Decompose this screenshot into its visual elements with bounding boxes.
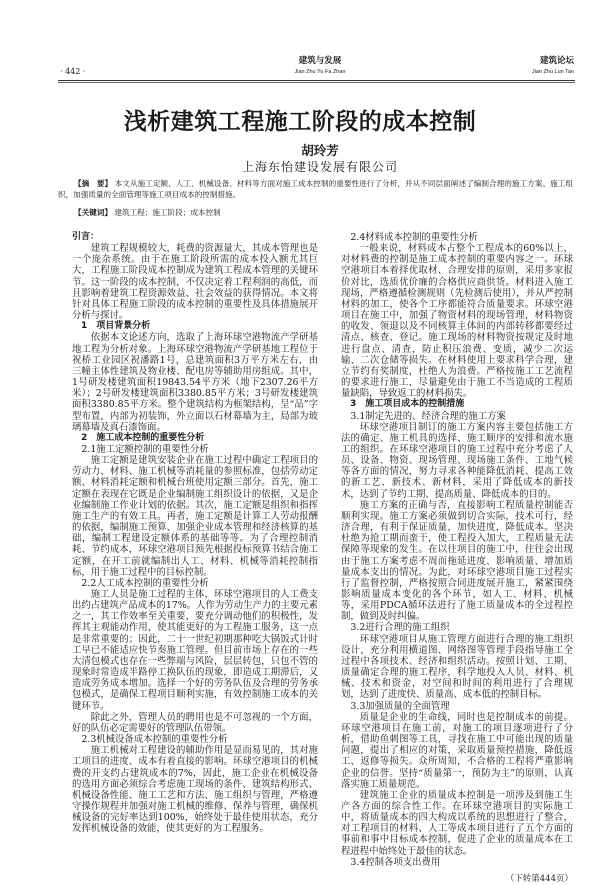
journal-title <box>240 54 400 75</box>
paragraph: 建筑施工企业的质量成本控制是一项涉及到施工生产各方面的综合性工作。在环球空港项目的实际施工中，将质量成本的四大构成以系统的思想进行了整合，对工程项目的材料、人工等成本项目进行了五个方面的事前和事中目标成本控制，促进了企业的质量成本在工程进程中始终处于最佳的状态。 <box>341 789 573 857</box>
abstract-label: 【摘 要】 <box>74 179 113 188</box>
journal-title-cn: 建筑与发展 <box>298 56 342 66</box>
subsection-heading: 3.1制定先进的、经济合理的施工方案 <box>350 410 506 422</box>
section-heading: 引言： <box>72 232 100 242</box>
keywords-text: 建筑工程；施工阶段；成本控制 <box>114 208 221 217</box>
paragraph: 环球空港项目从施工管理方面进行合理的施工组织设计，充分利用横道图、网络图等管理手段指导施工全过程中各项技术、经济和组织活动。按照计划、工期、质量确定合理的施工程序，科学地投入人员、材料、机械、技术和资金，对空间和时间的利用进行了合理规划，达到了进度快、质量高、成本低的控制目标。 <box>341 633 573 701</box>
article-title: 浅析建筑工程施工阶段的成本控制 <box>123 108 477 135</box>
paragraph: 施工人员是施工过程的主体，环球空港项目的人工费支出约占建筑产品成本的17%。人作为劳动生产力的主要元素之一，其工作效率至关重要，要充分调动他们的积极性，发挥其主观能动作用，使其能更好的为工程施工服务，这一点是非常重要的；因此，二十一世纪初期那种吃大锅饭式计时工早已不能适应快节奏施工管理。但目前市场上存在的一些大清包模式也存在一些弊端与风险，层层转包，只包不管的现象时常造成半路停工换队伍的现象，即造成工期滞后，又造成劳务成本增加。选择一个好的劳务队伍及合理的劳务承包模式，是确保工程项目顺利实施，有效控制施工成本的关键环节。 <box>72 589 318 712</box>
section-title-pinyin: Jian Zhu Lun Tan <box>531 69 574 75</box>
subsection-heading: 3.4控制各项支出费用 <box>350 856 441 868</box>
paragraph: 一般来说，材料成本占整个工程成本的60%以上，对材料费的控制是施工成本控制的重要内容之一。环球空港项目本着择优取材、合理安排的原则，采用多家报价对比，选质优价廉的合格供应商供货。材料进入施工现场，严格遵循检测规则（先检测后使用），并从严控制材料的加工，使各个工序都能符合质量要求。环球空港项目在施工中，加强了物资材料的现场管理，材料物资的收发、领退以及不同核算主体间的内部转移都要经过清点、核查、登记。施工现场的材料物资按规定及时地进行盘点、清查，防止积压浪费、变质，减少二次运输、二次仓储等损失。在材料使用上要求科学合理，建立节约有奖制度，杜绝人为浪费。严格按施工工艺流程的要求进行施工，尽量避免由于施工不当造成的工程质量缺陷，导致返工的材料损失。 <box>341 243 573 400</box>
subsection-heading: 3.2进行合理的施工组织 <box>350 622 450 634</box>
left-column <box>72 232 318 834</box>
affiliation: 上海东怡建设发展有限公司 <box>241 160 398 174</box>
subsection-heading: 2.3机械设备成本控制的重要性分析 <box>81 734 228 746</box>
subsection-heading: 2.1施工定额控制的重要性分析 <box>81 443 209 455</box>
author: 胡玲芳 <box>301 143 339 158</box>
abstract-text: 本文从施工定额、人工、机械设备、材料等方面对施工成本控制的重要性进行了分析，并从不同层面阐述了编制合理的施工方案、施工组织，加强质量的全面管理等施工项目成本的控制措施。 <box>58 179 573 199</box>
paragraph: 建筑工程规模较大，耗费的资源量大，其成本管理也是一个庞杂系统。由于在施工阶段所需的成本投入额尤其巨大，工程施工阶段成本控制成为建筑工程成本管理的关键环节。这一阶段的成本控制，不仅决定着工程利润的高低，而且影响着建筑工程资源效益、社会效益的获得情况。本文将针对具体工程施工阶段的成本控制的重要性及具体措施展开分析与探讨。 <box>72 243 318 322</box>
paragraph: 施工机械对工程建设的辅助作用是显而易见的，其对施工项目的进度、成本有着直接的影响。环球空港项目的机械费的开支约占建筑成本的7%，因此，施工企业在机械设备的选用方面必须综合考虑施工现场的条件、建筑结构形式、机械设备性能、施工工艺和方法、施工组织与管理，严格遵守操作规程并加强对施工机械的维修、保养与管理，确保机械设备的完好率达到100%，始终处于最佳使用状态，充分发挥机械设备的效能，使其更好的为工程服务。 <box>72 745 318 835</box>
paragraph: 施工定额是建筑安装企业在施工过程中确定工程项目的劳动力、材料、施工机械等消耗量的参照标准，包括劳动定额、材料消耗定额和机械台班使用定额三部分。首先，施工定额在表现在它既是企业编制施工组织设计的依据，又是企业编制施工作业计划的依据。其次，施工定额是组织和指挥施工生产的有效工具。再者，施工定额是计算工人劳动报酬的依据，编制施工预算、加强企业成本管理和经济核算的基础，编制工程建设定额体系的基础等等。为了合理控制消耗、节约成本，环球空港项目预先根据投标预算书结合施工定额，在开工前就编制出人工、材料、机械等消耗控制指标，用于施工过程中的目标控制。 <box>72 455 318 578</box>
subsection-heading: 2.4材料成本控制的重要性分析 <box>350 232 478 243</box>
subsection-heading: 2.2人工成本控制的重要性分析 <box>81 577 209 589</box>
paragraph: 质量是企业的生命线，同时也是控制成本的前提。环球空港项目在施工前，对施工的项目逐项进行了分析，借助鱼刺图等工具，寻找在施工中可能出现的质量问题，提出了相应的对策，采取质量预控措施，降低返工、返修等损失。众所周知，不合格的工程将严重影响企业的信誉。坚持“质量第一，预防为主”的原则，认真落实施工质量规范。 <box>341 711 573 790</box>
right-column <box>341 232 573 885</box>
page-number: · 442 · <box>60 67 86 76</box>
section-heading: 2 施工成本控制的重要性分析 <box>81 432 205 443</box>
section-heading: 3 施工项目成本的控制措施 <box>350 399 465 410</box>
paragraph: 环球空港项目制订的施工方案内容主要包括施工方法的确定、施工机具的选择、施工顺序的安排和流水施工的组织。在环球空港项目的施工过程中充分考虑了人员、设备、物资、现场管理、现场施工条件、工地气候等各方面的情况，努力寻求各种能降低消耗、提高工效的新工艺、新技术、新材料，采用了降低成本的新技术，达到了节约工期、提高质量、降低成本的目的。 <box>341 421 573 500</box>
paragraph: 施工方案的正确与否，直接影响工程质量控制能否顺利实现。施工方案必须做到切合实际，技术可行，经济合理，有利于保证质量，加快进度，降低成本。坚决杜绝为抢工期而蛮干，使工程投入加大，工程质量无法保障等现象的发生。在以往项目的施工中，往往会出现由于施工方案考虑不周而拖延进度、影响质量、增加质量成本支出的情况。为此，对环球空港项目施工过程实行了监督控制，严格按照合同进度展开施工，紧紧围绕影响质量成本变化的各个环节，如人工、材料、机械等，采用PDCA循环法进行了施工质量成本的全过程控制，做到及时纠偏。 <box>341 499 573 623</box>
header-rule <box>58 80 575 83</box>
section-title-cn: 建筑论坛 <box>539 56 574 66</box>
paragraph: 依据本文论述方向，选取了上海环球空港物流产学研基地工程为分析对象。上海环球空港物流产学研基地工程位于祝桥工业园区祝潘路1号，总建筑面积3万平方米左右，由三幢主体性建筑及物业楼、配电房等辅助用房组成。其中，1号研发楼建筑面积19843.54平方米（地下2307.26平方米）；2号研发楼建筑面积3380.85平方米；3号研发楼建筑面积3380.85平方米。整个建筑结构为框架结构，呈“品”字型布置，内部为初装饰，外立面以石材幕墙为主，局部为玻璃幕墙及真石漆饰面。 <box>72 332 318 433</box>
abstract <box>58 178 573 200</box>
section-title <box>532 54 574 75</box>
paragraph: 除此之外，管理人员的聘用也是不可忽视的一个方面，好的队伍必定需要好的管理队伍带领。 <box>72 711 318 734</box>
subsection-heading: 3.3加强质量的全面管理 <box>350 700 450 712</box>
continued-note: （下转第444页） <box>505 873 573 884</box>
keywords-label: 【关键词】 <box>74 208 112 217</box>
journal-title-pinyin: Jian Zhu Yu Fa Zhan <box>294 69 346 75</box>
section-heading: 1 项目背景分析 <box>81 321 151 332</box>
keywords <box>74 207 221 218</box>
